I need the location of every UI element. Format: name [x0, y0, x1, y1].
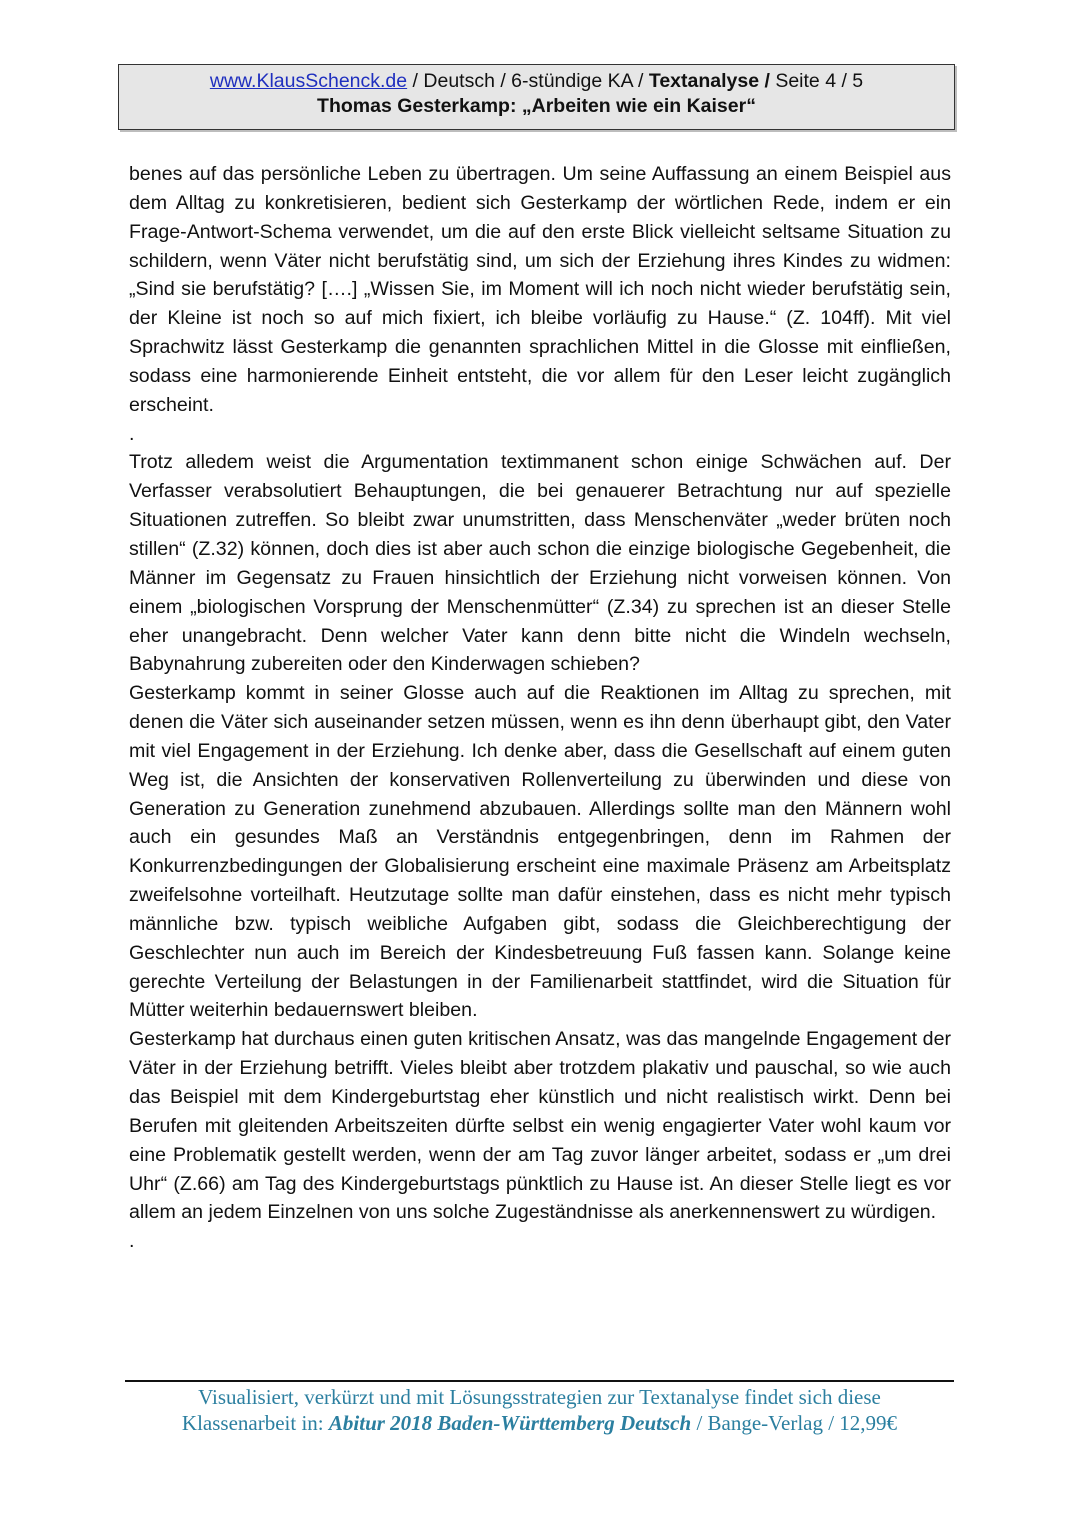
paragraph-3: Gesterkamp kommt in seiner Glosse auch auf die Reaktionen im Alltag zu sprechen, mit denen die Väter sich auseinander setzen müssen, wenn es ihn denn überhaupt gibt, den Vater mit viel Engagement in der Erziehung. Ich denke aber, dass die Gesellschaft auf einem guten Weg ist, die Ansichten der konservativen Rollenverteilung zu überwinden und diese von Generation zu Generation zunehmend abzubauen. Allerdings sollte man den Männern wohl auch ein gesundes Maß an Verständnis entgegenbringen, denn im Rahmen der Konkurrenzbedingungen der Globalisierung erscheint eine maximale Präsenz am Arbeitsplatz zweifelsohne vorteilhaft. Heutzutage sollte man dafür einstehen, dass es nicht mehr typisch männliche bzw. typisch weibliche Aufgaben gibt, sodass die Gleichberechtigung der Geschlechter nun auch im Bereich der Kindesbetreuung Fuß fassen kann. Solange keine gerechte Verteilung der Belastungen in der Familienarbeit stattfindet, wird die Situation für Mütter weiterhin bedauernswert bleiben.	[129, 682, 951, 1022]
document-title: Thomas Gesterkamp: „Arbeiten wie ein Kaiser“	[317, 95, 756, 117]
header-line	[119, 69, 954, 94]
separator-dot: .	[129, 422, 135, 445]
book-title: Abitur 2018 Baden-Württemberg Deutsch	[328, 1411, 692, 1435]
footer-line-1: Visualisiert, verkürzt und mit Lösungsstrategien zur Textanalyse findet sich diese	[198, 1385, 881, 1409]
footer-divider	[125, 1380, 954, 1382]
footer-line-2: Klassenarbeit in: Abitur 2018 Baden-Württemberg Deutsch / Bange-Verlag / 12,99€	[181, 1411, 898, 1435]
body-text	[129, 160, 951, 1256]
header-kind: Textanalyse /	[648, 70, 770, 92]
site-link[interactable]: www.KlausSchenck.de	[209, 70, 408, 92]
paragraph-1: benes auf das persönliche Leben zu übertragen. Um seine Auffassung an einem Beispiel aus dem Alltag zu konkretisieren, bedient sich Gesterkamp der wörtlichen Rede, indem er ein Frage-Antwort-Schema verwendet, um die auf den erste Blick vielleicht seltsame Situation zu schildern, wenn Väter nicht berufstätig sind, um sich der Erziehung ihres Kindes zu widmen: „Sind sie berufstätig? [….] „Wissen Sie, im Moment will ich noch nicht wieder berufstätig sein, der Kleine ist noch so auf mich fixiert, ich bleibe vorläufig zu Hause.“ (Z. 104ff). Mit viel Sprachwitz lässt Gesterkamp die genannten sprachlichen Mittel in die Glosse mit einfließen, sodass eine harmonierende Einheit entsteht, die vor allem für den Leser leicht zugänglich erscheint.	[129, 163, 951, 416]
separator-dot: .	[129, 1230, 135, 1253]
page-header	[118, 64, 955, 130]
footer-note	[125, 1384, 954, 1436]
page-number: Seite 4 / 5	[769, 70, 864, 92]
paragraph-4: Gesterkamp hat durchaus einen guten kritischen Ansatz, was das mangelnde Engagement der Väter in der Erziehung betrifft. Vieles bleibt aber trotzdem plakativ und pauschal, so wie auch das Beispiel mit dem Kindergeburtstag eher künstlich und nicht realistisch wirkt. Denn bei Berufen mit gleitenden Arbeitszeiten dürfte selbst ein wenig engagierter Vater wohl kaum vor eine Problematik gestellt werden, wenn der am Tag zuvor länger arbeitet, sodass er „um drei Uhr“ (Z.66) am Tag des Kindergeburtstags pünktlich zu Hause ist. An dieser Stelle liegt es vor allem an jedem Einzelnen von uns solche Zugeständnisse als anerkennenswert zu würdigen.	[129, 1028, 951, 1224]
header-path: / Deutsch / 6-stündige KA /	[407, 70, 649, 92]
paragraph-2: Trotz alledem weist die Argumentation textimmanent schon einige Schwächen auf. Der Verfasser verabsolutiert Behauptungen, die bei genauerer Betrachtung nur auf spezielle Situationen zutreffen. So bleibt zwar unumstritten, dass Menschenväter „weder brüten noch stillen“ (Z.32) können, doch dies ist aber auch schon die einzige biologische Gegebenheit, die Männer im Gegensatz zu Frauen hinsichtlich der Erziehung nicht vorweisen können. Von einem „biologischen Vorsprung der Menschenmütter“ (Z.34) zu sprechen ist an dieser Stelle eher unangebracht. Denn welcher Vater kann denn bitte nicht die Windeln wechseln, Babynahrung zubereiten oder den Kinderwagen schieben?	[129, 451, 951, 676]
